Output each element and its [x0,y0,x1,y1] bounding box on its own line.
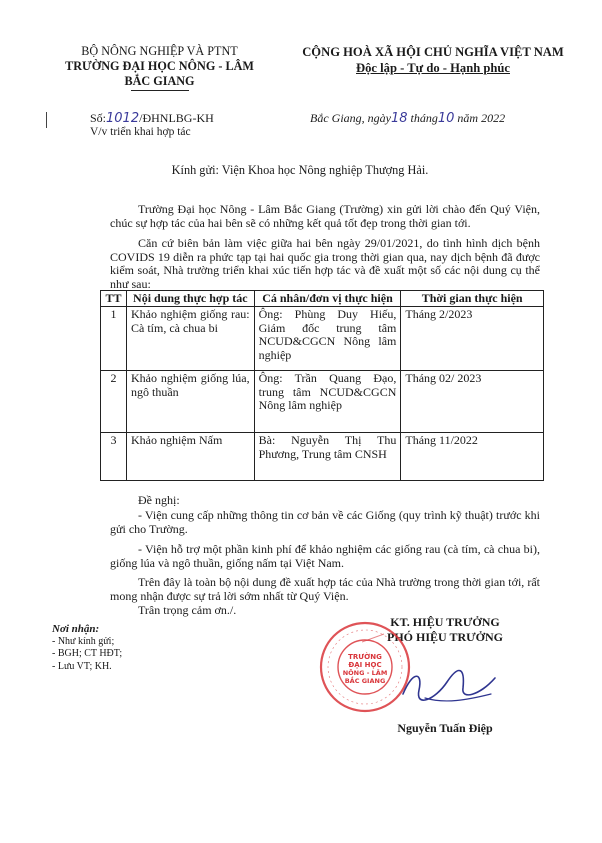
proposal-item-2: - Viện hỗ trợ một phần kinh phí để khảo nghiệm các giống rau (cà tím, cà chua bi), giống lúa và ngô thuần, giống nấm tại Việt Nam. [110,542,540,570]
issuer-underline [131,90,189,91]
so-number-handwritten: 1012 [106,111,140,126]
signature-title-1: KT. HIỆU TRƯỞNG [390,615,500,629]
national-header [268,44,598,76]
document-number [90,111,214,126]
university-city: BẮC GIANG [124,74,195,88]
stamp-text-4: BẮC GIANG [344,677,386,685]
col-header-person: Cá nhân/đơn vị thực hiện [254,291,401,307]
table-row [101,371,544,433]
stamp-text-2: ĐẠI HỌC [348,661,382,669]
date-month-handwritten: 10 [437,111,455,126]
cell-content: Khảo nghiệm Nấm [126,433,254,481]
proposal-title: Đề nghị: [138,493,180,507]
signer-name: Nguyễn Tuấn Điệp [397,721,493,735]
stamp-text-3: NÔNG - LÂM [342,669,388,677]
ministry-name: BỘ NÔNG NGHIỆP VÀ PTNT [81,44,238,58]
country-name: CỘNG HOÀ XÃ HỘI CHỦ NGHĨA VIỆT NAM [302,45,564,59]
cell-time: Tháng 11/2022 [401,433,544,481]
cell-person: Ông: Trần Quang Đạo, trung tâm NCUD&CGCN Nông lâm nghiệp [254,371,401,433]
handwritten-signature [395,660,505,710]
document-date [310,111,505,126]
cell-person: Ông: Phùng Duy Hiếu, Giám đốc trung tâm NCUD&CGCN Nông lâm nghiệp [254,307,401,371]
cell-tt: 1 [101,307,127,371]
cell-content: Khảo nghiệm giống lúa, ngô thuần [126,371,254,433]
cell-tt: 3 [101,433,127,481]
recipients-block [52,623,122,673]
recipient-item: - Như kính gửi; [52,635,115,647]
cell-time: Tháng 2/2023 [401,307,544,371]
recipient-line: Kính gửi: Viện Khoa học Nông nghiệp Thượng Hải. [171,163,429,177]
university-name: TRƯỜNG ĐẠI HỌC NÔNG - LÂM [65,59,254,73]
cell-person: Bà: Nguyễn Thị Thu Phương, Trung tâm CNSH [254,433,401,481]
col-header-tt: TT [101,291,127,307]
margin-mark [46,112,47,128]
date-day-handwritten: 18 [390,111,408,126]
stamp-text-1: TRƯỜNG [348,653,382,661]
date-year: năm 2022 [457,111,506,125]
so-label: Số: [90,111,107,125]
table-row [101,307,544,371]
cell-time: Tháng 02/ 2023 [401,371,544,433]
issuer-block [52,44,267,91]
body-paragraph-1: Trường Đại học Nông - Lâm Bắc Giang (Trường) xin gửi lời chào đến Quý Viện, chúc sự hợp tác của hai bên sẽ có những kết quả tốt đẹp trong thời gian tới. [110,202,540,230]
closing-paragraph: Trên đây là toàn bộ nội dung đề xuất hợp tác của Nhà trường trong thời gian tới, rất mong nhận được sự trả lời sớm nhất từ Quý Viện. [110,575,540,603]
proposal-item-1: - Viện cung cấp những thông tin cơ bản về các Giống (quy trình kỹ thuật) trước khi gửi cho Trường. [110,508,540,536]
cell-content: Khảo nghiệm giống rau: Cà tím, cà chua bi [126,307,254,371]
cell-tt: 2 [101,371,127,433]
recipients-title: Nơi nhận: [52,623,100,635]
date-place: Bắc Giang, ngày [310,111,391,125]
recipient-item: - Lưu VT; KH. [52,660,112,672]
date-month-label: tháng [410,111,438,125]
table-row [101,433,544,481]
cooperation-table [100,290,544,481]
national-motto: Độc lập - Tự do - Hạnh phúc [356,61,510,75]
col-header-content: Nội dung thực hợp tác [126,291,254,307]
table-header-row [101,291,544,307]
thanks-line: Trân trọng cảm ơn./. [138,603,237,617]
body-paragraph-2: Căn cứ biên bản làm việc giữa hai bên ngày 29/01/2021, do tình hình dịch bệnh COVIDS 19 diễn ra phức tạp tại hai quốc gia trong thời gian qua, nay dịch bệnh đã được kiểm soát, Nhà trường triển khai xúc tiến hợp tác và đề xuất một số các nội dung cụ thể như sau: [110,236,540,291]
signature-title-2: PHÓ HIỆU TRƯỞNG [386,630,503,644]
recipient-item: - BGH; CT HĐT; [52,648,123,660]
so-suffix: /ĐHNLBG-KH [139,111,214,125]
col-header-time: Thời gian thực hiện [401,291,544,307]
document-subject: V/v triển khai hợp tác [90,126,191,138]
